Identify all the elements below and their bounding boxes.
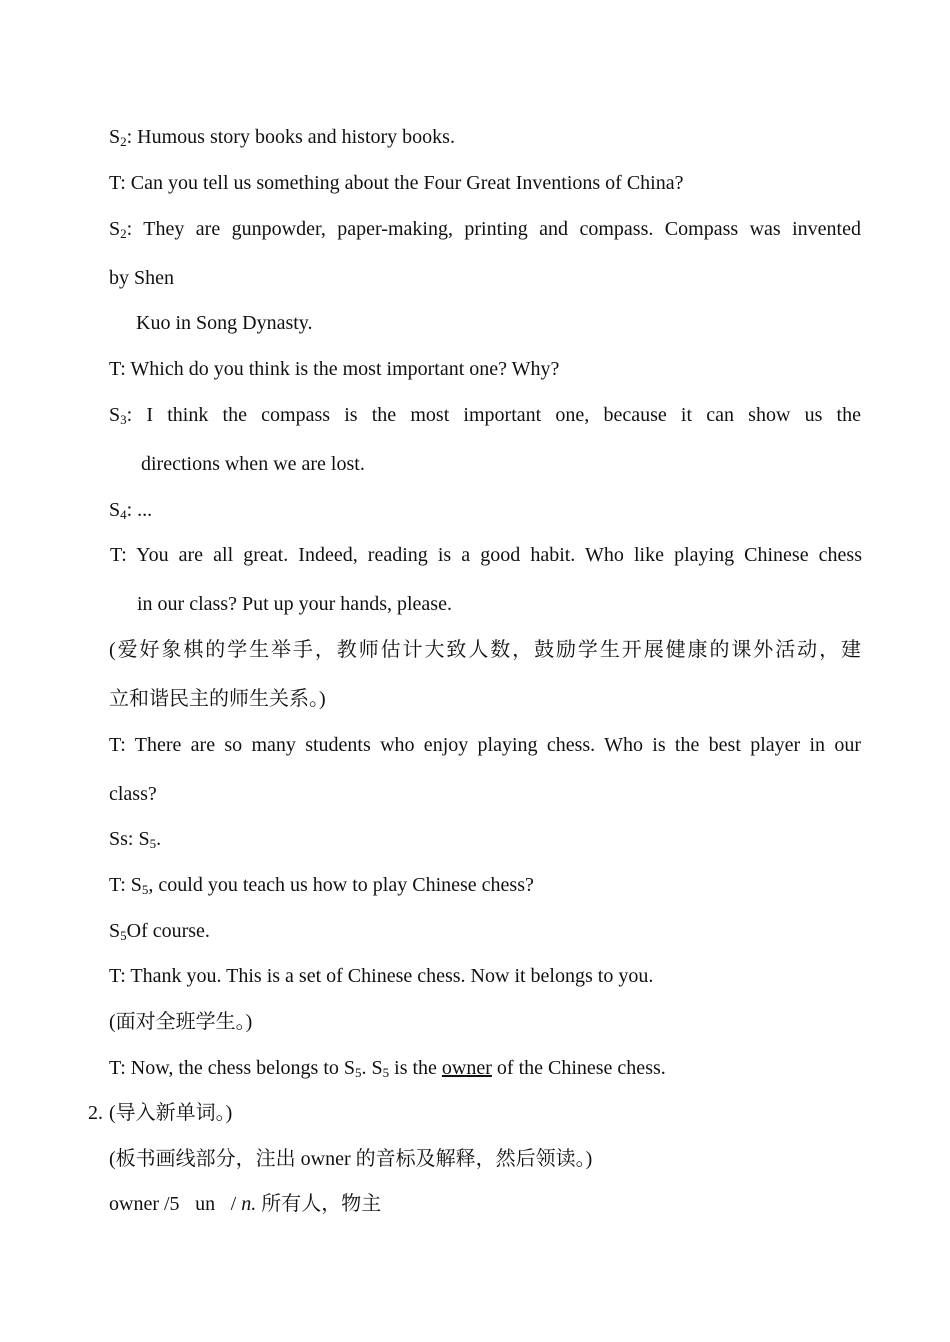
dialogue-line: Kuo in Song Dynasty. <box>136 312 313 334</box>
subscript: 5 <box>149 836 157 851</box>
dialogue-line: by Shen <box>109 267 174 289</box>
line-text: , could you teach us how to play Chinese chess? <box>148 874 534 896</box>
dialogue-line: directions when we are lost. <box>141 453 365 475</box>
speaker: S <box>109 499 121 521</box>
dialogue-line <box>109 919 210 943</box>
line-text: : They are gunpowder, paper-making, printing and compass. Compass was invented <box>126 218 861 240</box>
line-text: : ... <box>126 499 153 521</box>
subscript: 4 <box>120 507 127 522</box>
teacher-note: (导入新单词。) <box>109 1102 233 1124</box>
subscript: 5 <box>141 882 149 897</box>
line-text: is the <box>389 1057 442 1079</box>
line-text: Of course. <box>126 920 210 942</box>
speaker: S <box>109 218 121 240</box>
dialogue-line <box>109 498 152 522</box>
vocabulary-entry <box>109 1192 381 1216</box>
line-text: : I think the compass is the most important one, because it can show us the <box>126 404 861 426</box>
dialogue-line <box>109 403 861 427</box>
dialogue-line: T: Which do you think is the most important one? Why? <box>109 358 560 380</box>
line-text: T: Now, the chess belongs to S <box>109 1057 356 1079</box>
line-text: : Humous story books and history books. <box>126 126 455 148</box>
dialogue-line <box>109 873 534 897</box>
dialogue-line <box>109 827 161 851</box>
subscript: 5 <box>382 1065 390 1080</box>
line-text: of the Chinese chess. <box>491 1057 666 1079</box>
dialogue-line: T: There are so many students who enjoy playing chess. Who is the best player in our <box>109 734 861 756</box>
speaker: T: S <box>109 874 142 896</box>
dialogue-line: T: You are all great. Indeed, reading is a good habit. Who like playing Chinese chess <box>110 544 862 566</box>
dialogue-line: T: Can you tell us something about the Four Great Inventions of China? <box>109 172 684 194</box>
dialogue-line <box>109 217 861 241</box>
speaker: S <box>109 920 121 942</box>
dialogue-line <box>109 125 455 149</box>
word-phonetic: owner /5 un / <box>109 1193 242 1215</box>
teacher-note: (爱好象棋的学生举手，教师估计大致人数，鼓励学生开展健康的课外活动，建 <box>109 639 861 661</box>
line-text: . <box>156 828 162 850</box>
subscript: 2 <box>120 226 127 241</box>
step-number: 2. <box>88 1102 103 1124</box>
dialogue-line <box>109 1056 666 1080</box>
subscript: 3 <box>120 412 127 427</box>
line-text: . S <box>361 1057 383 1079</box>
subscript: 2 <box>120 134 127 149</box>
teacher-note: (板书画线部分，注出 owner 的音标及解释，然后领读。) <box>109 1148 593 1170</box>
underlined-word: owner <box>441 1057 492 1079</box>
dialogue-line: in our class? Put up your hands, please. <box>137 593 452 615</box>
part-of-speech: n. <box>241 1193 257 1215</box>
word-meaning: 所有人，物主 <box>256 1193 382 1215</box>
speaker: Ss: S <box>109 828 150 850</box>
dialogue-line: T: Thank you. This is a set of Chinese chess. Now it belongs to you. <box>109 965 654 987</box>
teacher-note: 立和谐民主的师生关系。) <box>109 688 326 710</box>
subscript: 5 <box>120 928 127 943</box>
teacher-note: (面对全班学生。) <box>109 1011 253 1033</box>
subscript: 5 <box>355 1065 362 1080</box>
dialogue-line: class? <box>109 783 157 805</box>
speaker: S <box>109 404 121 426</box>
speaker: S <box>109 126 121 148</box>
